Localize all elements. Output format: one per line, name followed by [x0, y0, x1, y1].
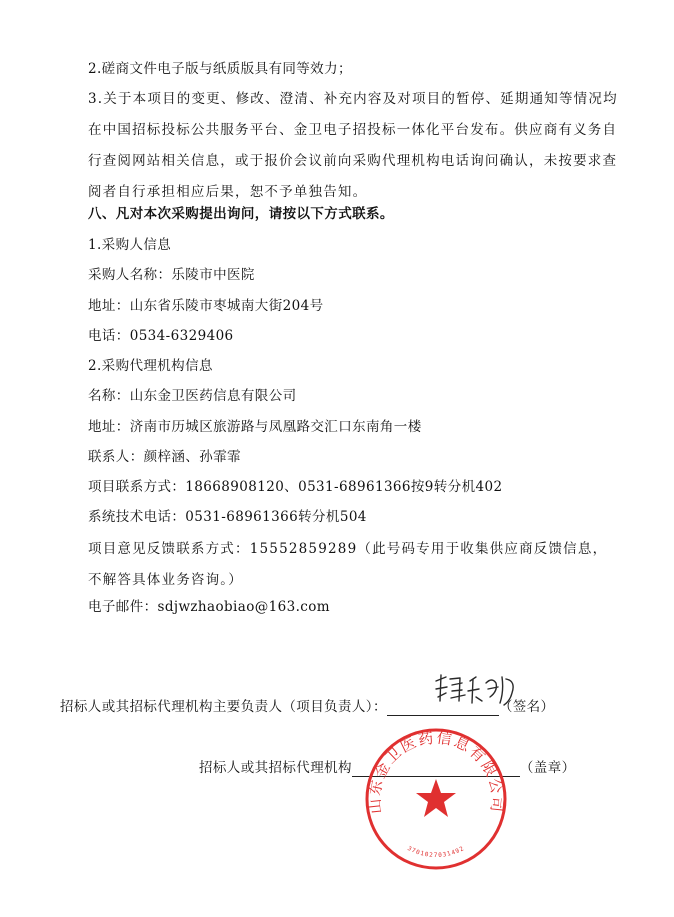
signature-label: 招标人或其招标代理机构主要负责人（项目负责人）：: [60, 699, 387, 715]
agency-name: 名称：山东金卫医药信息有限公司: [88, 388, 297, 404]
contact-persons: 联系人：颜梓涵、孙霏霏: [88, 449, 241, 465]
handwritten-signature: [432, 671, 522, 711]
seal-graphic: [365, 729, 506, 868]
item-2: 2.磋商文件电子版与纸质版具有同等效力；: [88, 61, 352, 77]
purchaser-address: 地址：山东省乐陵市枣城南大街204号: [88, 298, 324, 314]
svg-text:3701027031492: [406, 845, 466, 859]
stamp-suffix: （盖章）: [519, 760, 576, 776]
section-heading: 八、凡对本次采购提出询问，请按以下方式联系。: [88, 206, 394, 222]
agency-info-title: 2.采购代理机构信息: [88, 358, 213, 374]
project-contact: 项目联系方式：18668908120、0531-68961366按9转分机402: [88, 479, 503, 495]
stamp-label: 招标人或其招标代理机构: [199, 760, 352, 776]
seal-number: 3701027031492: [406, 844, 466, 859]
item-3: [60, 84, 618, 208]
email: 电子邮件：sdjwzhaobiao@163.com: [88, 599, 330, 615]
feedback-contact: [60, 534, 618, 596]
signature-suffix: （签名）: [498, 699, 555, 715]
purchaser-name: 采购人名称：乐陵市中医院: [88, 267, 255, 283]
agency-address: 地址：济南市历城区旅游路与凤凰路交汇口东南角一楼: [88, 419, 422, 435]
purchaser-phone: 电话：0534-6329406: [88, 328, 234, 344]
company-seal: [364, 727, 508, 871]
seal-text: 山东金卫医药信息有限公司: [365, 728, 507, 815]
purchaser-info-title: 1.采购人信息: [88, 237, 172, 253]
item-3-text: 3.关于本项目的变更、修改、澄清、补充内容及对项目的暂停、延期通知等情况均在中国招标投标公共服务平台、金卫电子招投标一体化平台发布。供应商有义务自行查阅网站相关信息，或于报价会议前向采购代理机构电话询问确认，未按要求查阅者自行承担相应后果，恕不予单独告知。: [88, 91, 618, 200]
feedback-contact-text: 项目意见反馈联系方式：15552859289（此号码专用于收集供应商反馈信息，不解答具体业务咨询。）: [88, 541, 608, 588]
tech-phone: 系统技术电话：0531-68961366转分机504: [88, 509, 367, 525]
